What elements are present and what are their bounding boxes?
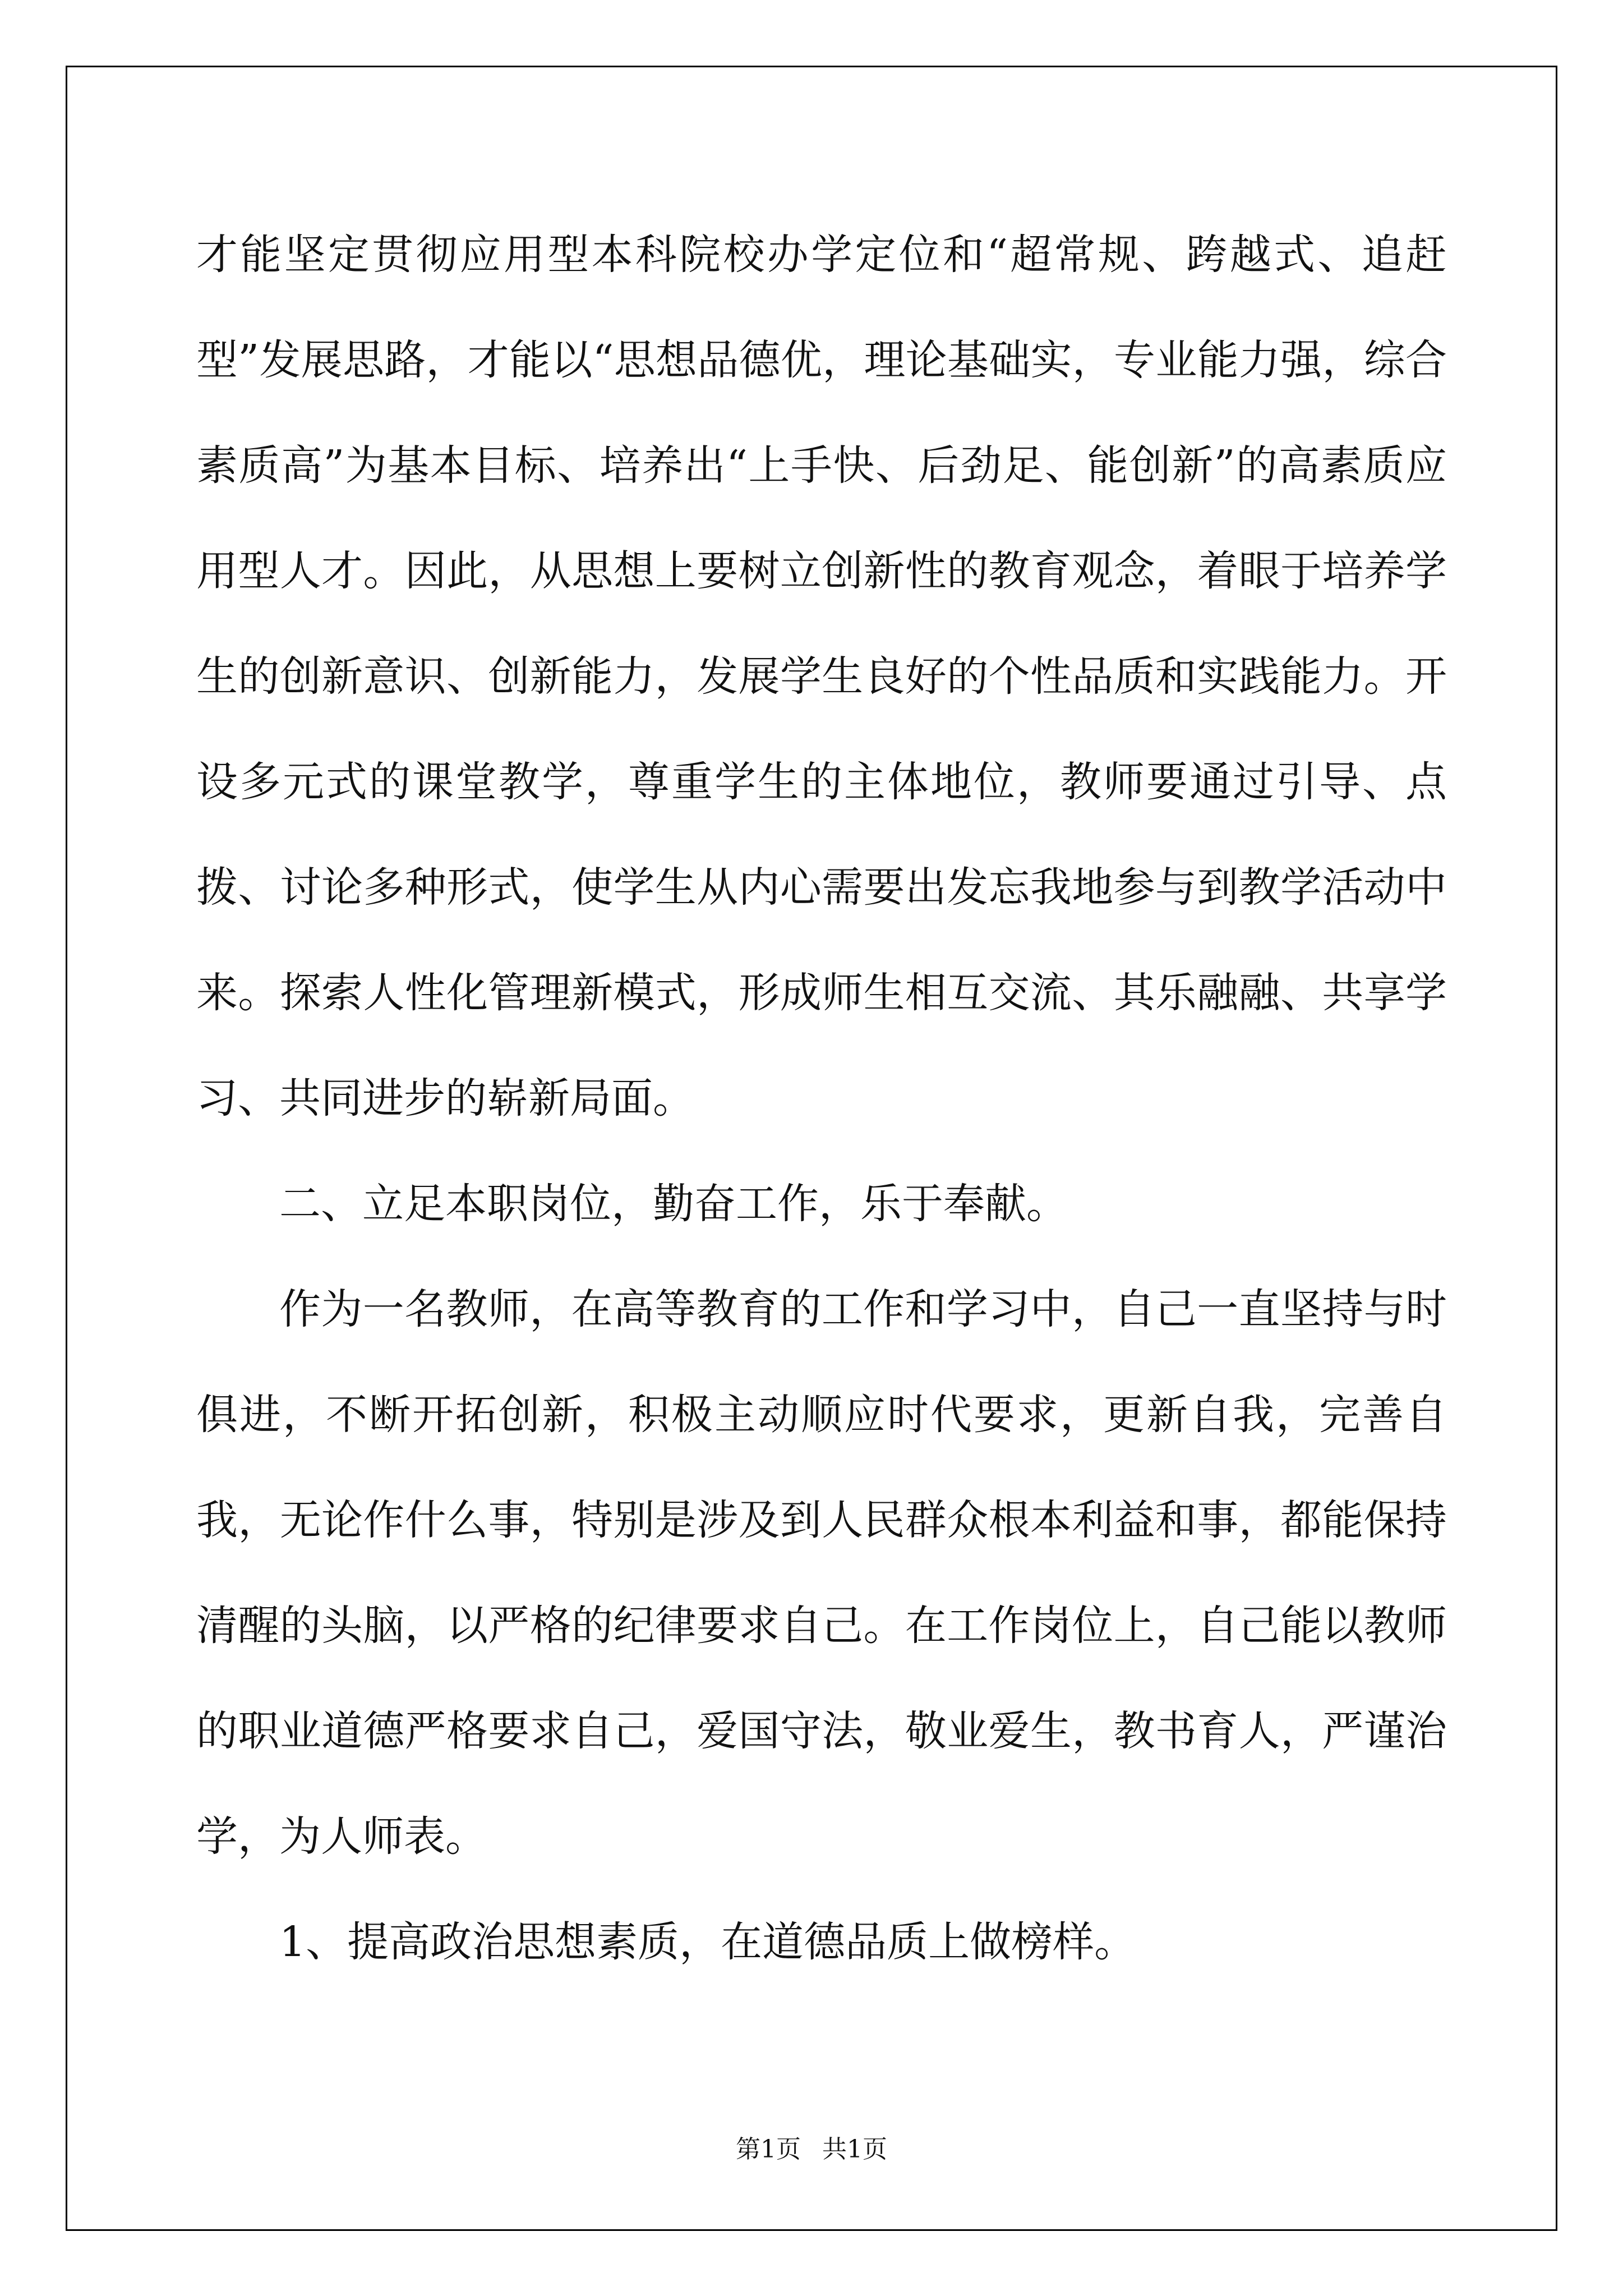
- page-number: 第1页: [736, 2135, 801, 2164]
- paragraph-4-heading: 1、提高政治思想素质，在道德品质上做榜样。: [279, 1918, 1136, 1966]
- page-footer: [0, 2129, 1623, 2165]
- paragraph-1: 才能坚定贯彻应用型本科院校办学定位和“超常规、跨越式、追赶型”发展思路，才能以“思想品德优，理论基础实，专业能力强，综合素质高”为基本目标、培养出“上手快、后劲足、能创新”的高素质应用型人才。因此，从思想上要树立创新性的教育观念，着眼于培养学生的创新意识、创新能力，发展学生良好的个性品质和实践能力。开设多元式的课堂教学，尊重学生的主体地位，教师要通过引导、点拨、讨论多种形式，使学生从内心需要出发忘我地参与到教学活动中来。探索人性化管理新模式，形成师生相互交流、其乐融融、共享学习、共同进步的崭新局面。: [196, 231, 1447, 1122]
- page-total: 共1页: [822, 2135, 887, 2164]
- paragraph-3: 作为一名教师，在高等教育的工作和学习中，自己一直坚持与时俱进，不断开拓创新，积极主动顺应时代要求，更新自我，完善自我，无论作什么事，特别是涉及到人民群众根本利益和事，都能保持清醒的头脑，以严格的纪律要求自己。在工作岗位上，自己能以教师的职业道德严格要求自己，爱国守法，敬业爱生，教书育人，严谨治学，为人师表。: [196, 1285, 1447, 1861]
- paragraph-2-heading: 二、立足本职岗位，勤奋工作，乐于奉献。: [279, 1180, 1068, 1228]
- document-body: [196, 202, 1447, 1995]
